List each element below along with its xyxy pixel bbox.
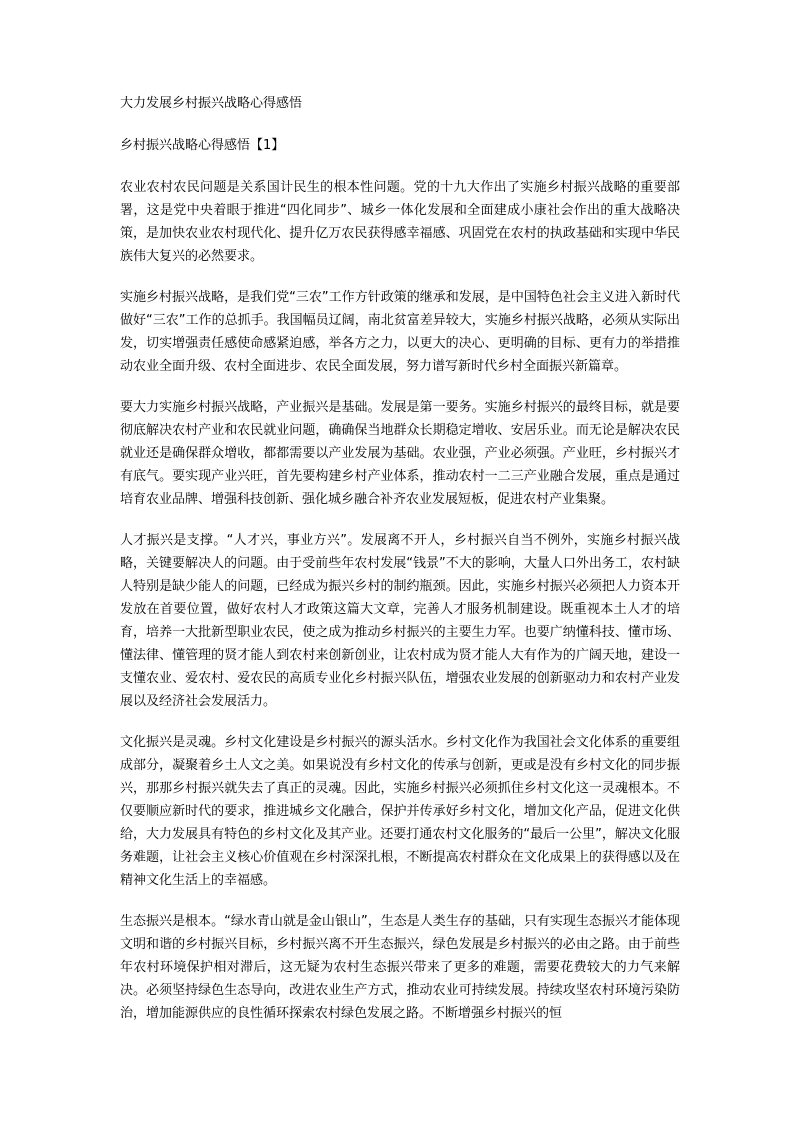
paragraph-intro: 农业农村农民问题是关系国计民生的根本性问题。党的十九大作出了实施乡村振兴战略的重要部署，这是党中央着眼于推进“四化同步”、城乡一体化发展和全面建成小康社会作出的重大战略决策，是加快农业农村现代化、提升亿万农民获得感幸福感、巩固党在农村的执政基础和实现中华民族伟大复兴的必然要求。	[120, 180, 680, 264]
document-title: 大力发展乡村振兴战略心得感悟	[120, 96, 303, 111]
paragraph-strategy: 实施乡村振兴战略，是我们党“三农”工作方针政策的继承和发展，是中国特色社会主义进入新时代做好“三农”工作的总抓手。我国幅员辽阔，南北贫富差异较大，实施乡村振兴战略，必须从实际出发，切实增强责任感使命感紧迫感，举各方之力，以更大的决心、更明确的目标、更有力的举措推动农业全面升级、农村全面进步、农民全面发展，努力谱写新时代乡村全面振兴新篇章。	[120, 290, 680, 374]
paragraph-ecology: 生态振兴是根本。“绿水青山就是金山银山”，生态是人类生存的基础，只有实现生态振兴才能体现文明和谐的乡村振兴目标，乡村振兴离不开生态振兴，绿色发展是乡村振兴的必由之路。由于前些年农村环境保护相对滞后，这无疑为农村生态振兴带来了更多的难题，需要花费较大的力气来解决。必须坚持绿色生态导向，改进农业生产方式，推动农业可持续发展。持续攻坚农村环境污染防治，增加能源供应的良性循环探索农村绿色发展之路。不断增强乡村振兴的恒	[120, 914, 680, 1021]
paragraph-culture: 文化振兴是灵魂。乡村文化建设是乡村振兴的源头活水。乡村文化作为我国社会文化体系的重要组成部分，凝聚着乡土人文之美。如果说没有乡村文化的传承与创新，更或是没有乡村文化的同步振兴，那那乡村振兴就失去了真正的灵魂。因此，实施乡村振兴必须抓住乡村文化这一灵魂根本。不仅要顺应新时代的要求，推进城乡文化融合，保护并传承好乡村文化，增加文化产品，促进文化供给，大力发展具有特色的乡村文化及其产业。还要打通农村文化服务的“最后一公里”，解决文化服务难题，让社会主义核心价值观在乡村深深扎根，不断提高农村群众在文化成果上的获得感以及在精神文化生活上的幸福感。	[120, 735, 680, 888]
document-page	[120, 92, 680, 1025]
section-heading: 乡村振兴战略心得感悟【1】	[120, 138, 285, 153]
paragraph-industry: 要大力实施乡村振兴战略，产业振兴是基础。发展是第一要务。实施乡村振兴的最终目标，就是要彻底解决农村产业和农民就业问题，确确保当地群众长期稳定增收、安居乐业。而无论是解决农民就业还是确保群众增收，都都需要以产业发展为基础。农业强，产业必须强。产业旺，乡村振兴才有底气。要实现产业兴旺，首先要构建乡村产业体系，推动农村一二三产业融合发展，重点是通过培育农业品牌、增强科技创新、强化城乡融合补齐农业发展短板，促进农村产业集聚。	[120, 400, 680, 507]
paragraph-talent: 人才振兴是支撑。“人才兴，事业方兴”。发展离不开人，乡村振兴自当不例外，实施乡村振兴战略，关键要解决人的问题。由于受前些年农村发展“钱景”不大的影响，大量人口外出务工，农村缺人特别是缺少能人的问题，已经成为振兴乡村的制约瓶颈。因此，实施乡村振兴必须把人力资本开发放在首要位置，做好农村人才政策这篇大文章，完善人才服务机制建设。既重视本土人才的培育，培养一大批新型职业农民，使之成为推动乡村振兴的主要生力军。也要广纳懂科技、懂市场、懂法律、懂管理的贤才能人到农村来创新创业，让农村成为贤才能人大有作为的广阔天地，建设一支懂农业、爱农村、爱农民的高质专业化乡村振兴队伍，增强农业发展的创新驱动力和农村产业发展以及经济社会发展活力。	[120, 533, 680, 709]
